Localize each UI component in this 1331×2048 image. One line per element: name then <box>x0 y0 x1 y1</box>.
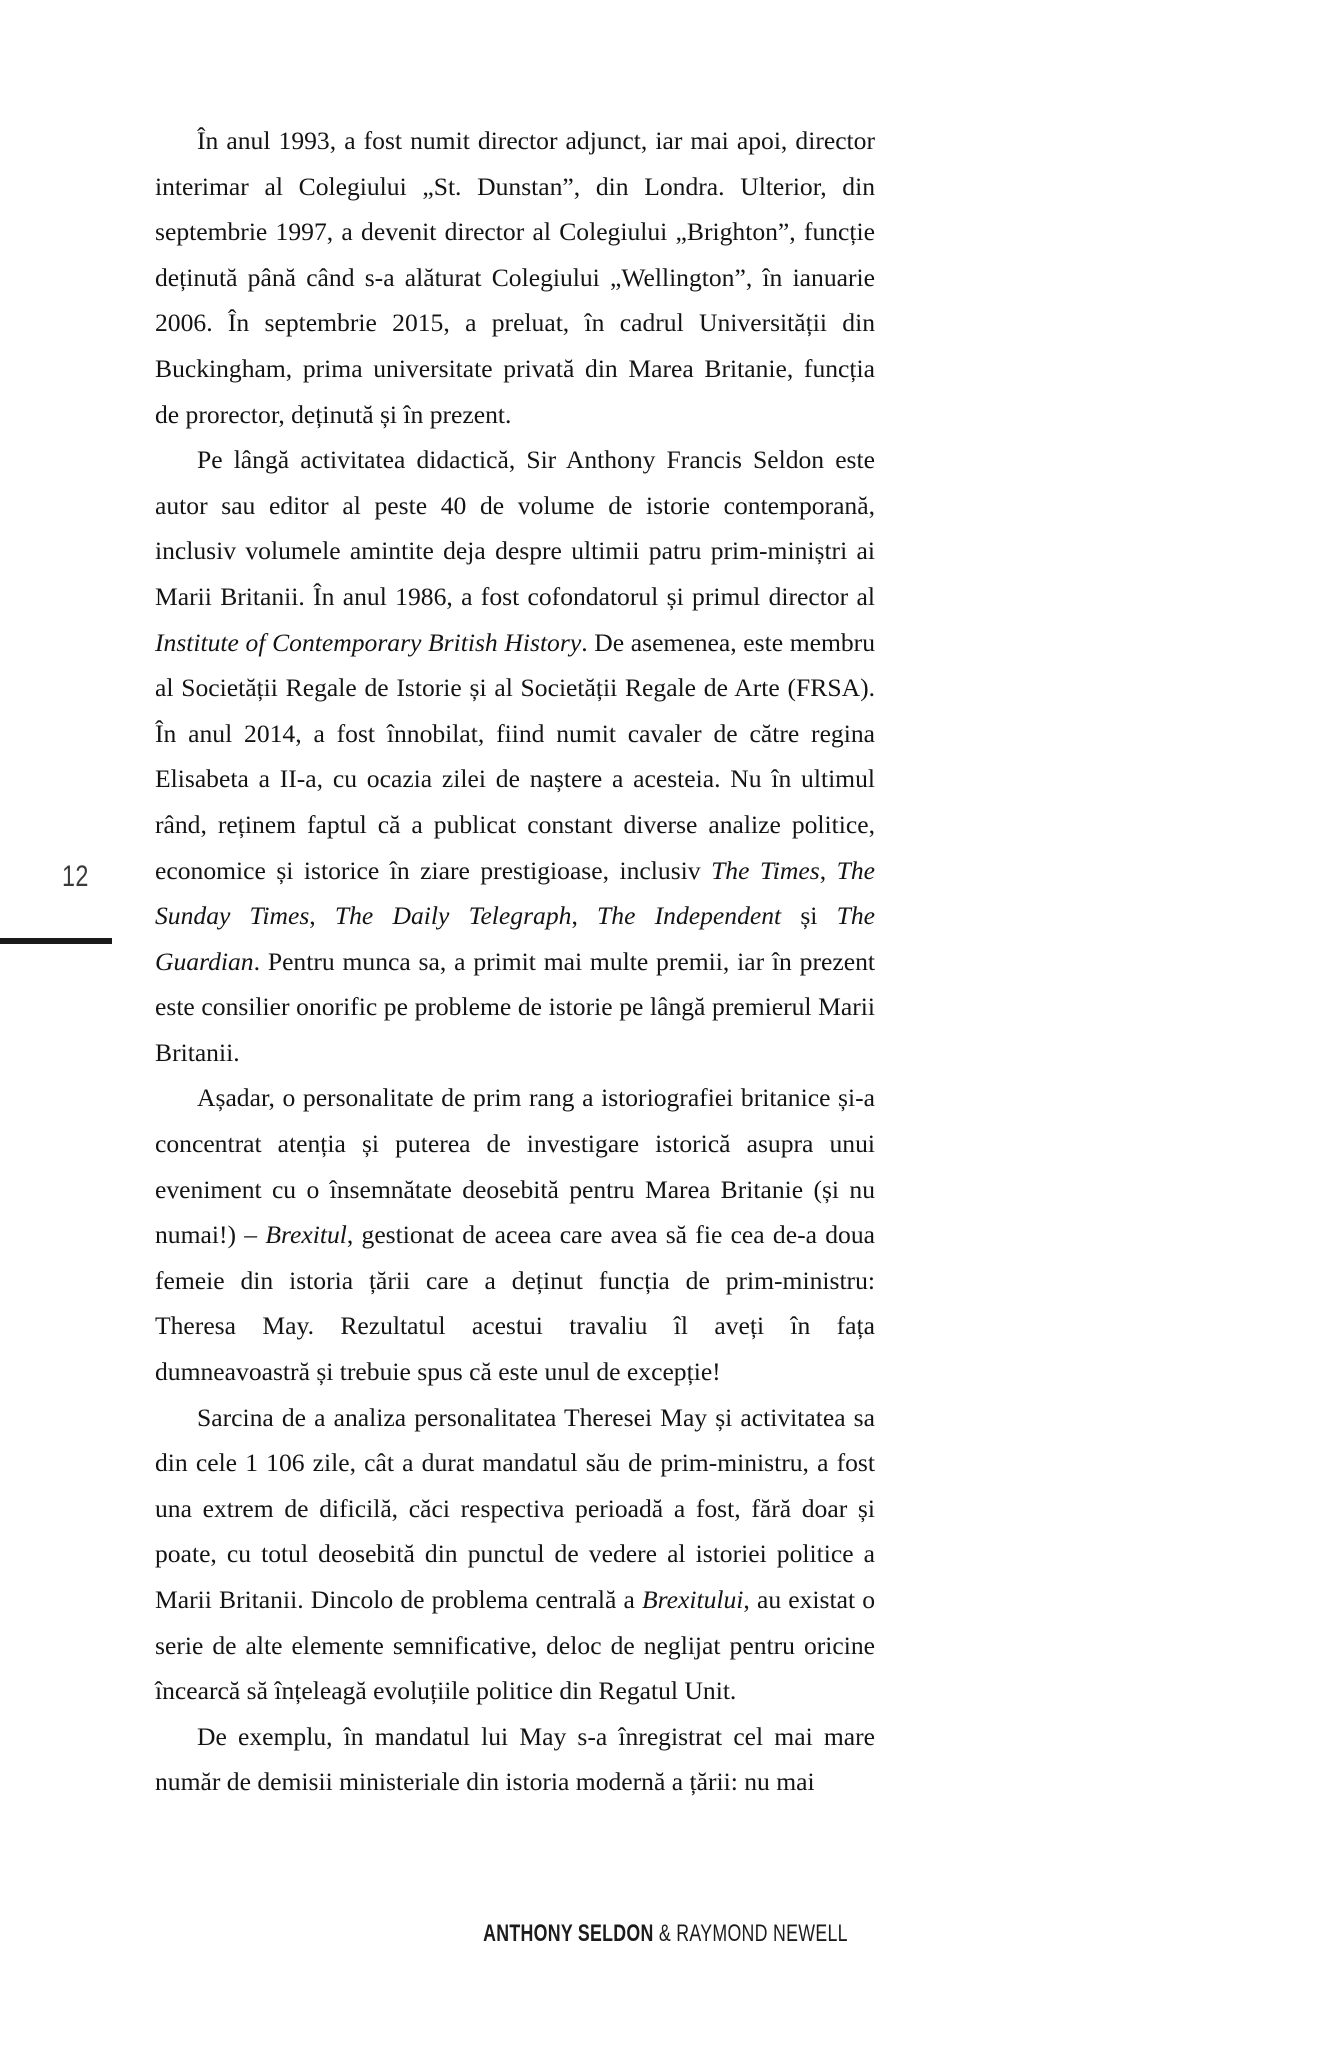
italic-title: Brexitului <box>642 1585 744 1614</box>
italic-title: The Independent <box>597 901 782 931</box>
italic-title: Brexitul <box>265 1220 347 1250</box>
body-paragraph <box>155 118 875 437</box>
text-run: . De asemenea, este membru al Societății Regale de Istorie și al Societății Regale de Arte (FRSA). În anul 2014, a fost înnobilat, fiind numit cavaler de către regina Elisabeta a II-a, cu ocazia zilei de naștere a acesteia. Nu în ultimul rând, reținem faptul că a publicat constant diverse analize politice, economice și istorice în ziare prestigioase, inclusiv <box>155 627 876 885</box>
italic-title: Institute of Contemporary British History <box>155 627 582 657</box>
running-footer-inner <box>483 1920 848 1948</box>
folio-rule <box>0 938 112 944</box>
text-run: Sarcina de a analiza personalitatea Theresei May și activitatea sa din cele 1 106 zile, cât a durat mandatul său de prim-ministru, a fost una extrem de dificilă, căci respectiva perioadă a fost, fără doar și poate, cu totul deosebită din punctul de vedere al istoriei politice a Marii Britanii. Dincolo de problema centrală a <box>155 1402 875 1614</box>
body-paragraph <box>155 1075 875 1394</box>
italic-title: The Sunday Times <box>155 855 876 931</box>
text-run: și <box>781 901 837 931</box>
body-paragraph <box>155 437 875 1075</box>
body-paragraph <box>155 1395 875 1714</box>
italic-title: The Times <box>711 855 820 885</box>
text-run: , au existat o serie de alte elemente semnificative, deloc de neglijat pentru oricine încearcă să înțeleagă evoluțiile politice din Regatul Unit. <box>155 1585 875 1706</box>
text-run: , <box>819 855 837 885</box>
running-footer <box>0 1920 1331 1948</box>
folio-block <box>0 860 135 970</box>
text-run: Pe lângă activitatea didactică, Sir Anthony Francis Seldon este autor sau editor al peste 40 de volume de istorie contemporană, inclusiv volumele amintite deja despre ultimii patru prim-miniștri ai Marii Britanii. În anul 1986, a fost cofondatorul și primul director al <box>155 445 875 611</box>
text-run: , <box>571 901 598 931</box>
body-paragraph <box>155 1714 875 1805</box>
italic-title: The Guardian <box>155 901 876 976</box>
footer-author-separator: & <box>653 1920 677 1947</box>
text-run: , gestionat de aceea care avea să fie cea de-a doua femeie din istoria țării care a deținut funcția de prim-ministru: Theresa May. Rezultatul acestui travaliu îl aveți în fața dumneavoastră și trebuie spus că este unul de excepție! <box>155 1220 875 1387</box>
text-run: Așadar, o personalitate de prim rang a istoriografiei britanice și-a concentrat atenția și puterea de investigare istorică asupra unui eveniment cu o însemnătate deosebită pentru Marea Britanie (și nu numai!) – <box>155 1083 875 1250</box>
text-run: . Pentru munca sa, a primit mai multe premii, iar în prezent este consilier onorific pe probleme de istorie pe lângă premierul Marii Britanii. <box>155 946 875 1067</box>
footer-author-primary: ANTHONY SELDON <box>483 1920 654 1947</box>
text-run: , <box>309 901 335 931</box>
text-run: De exemplu, în mandatul lui May s-a înregistrat cel mai mare număr de demisii ministeriale din istoria modernă a țării: nu mai <box>155 1721 875 1797</box>
text-run: În anul 1993, a fost numit director adjunct, iar mai apoi, director interimar al Colegiului „St. Dunstan”, din Londra. Ulterior, din septembrie 1997, a devenit director al Colegiului „Brighton”, funcție deținută până când s-a alăturat Colegiului „Wellington”, în ianuarie 2006. În septembrie 2015, a preluat, în cadrul Universității din Buckingham, prima universitate privată din Marea Britanie, funcția de prorector, deținută și în prezent. <box>155 126 875 429</box>
page-number: 12 <box>62 860 89 893</box>
body-text-column <box>155 118 875 1805</box>
italic-title: The Daily Telegraph <box>334 901 572 931</box>
footer-author-secondary: RAYMOND NEWELL <box>676 1920 848 1947</box>
